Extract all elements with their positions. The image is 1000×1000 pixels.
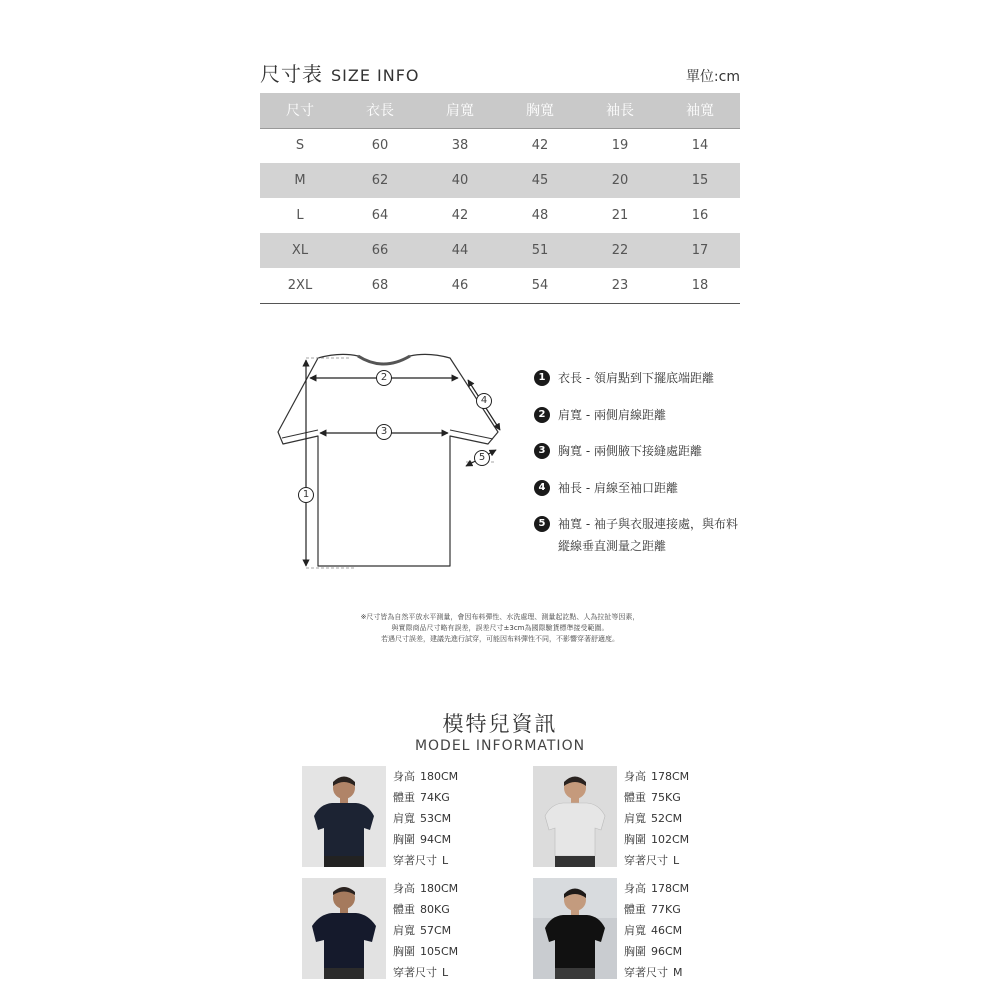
size-info-title <box>260 58 420 87</box>
size-info-header <box>260 58 740 90</box>
size-table-cell: 68 <box>340 268 420 303</box>
model-weight: 體重 77KG <box>624 903 681 916</box>
tshirt-outline-icon <box>270 350 510 575</box>
tshirt-measurement-diagram <box>270 350 510 575</box>
size-info-title-zh: 尺寸表 <box>260 62 323 86</box>
size-table-cell: 22 <box>580 233 660 268</box>
size-table-row <box>260 233 740 268</box>
model-height: 身高 178CM <box>624 770 690 783</box>
legend-number-badge: 1 <box>534 370 550 386</box>
model-weight: 體重 74KG <box>393 791 450 804</box>
size-table-cell: 38 <box>451 138 469 154</box>
size-table-cell: 21 <box>611 208 629 223</box>
model-stats <box>393 768 458 873</box>
size-table-header: 肩寬 <box>420 93 500 128</box>
legend-number-badge: 2 <box>534 407 550 423</box>
size-table-cell: L <box>296 208 304 223</box>
legend-text: 肩寬 - 兩側肩線距離 <box>558 408 666 422</box>
model-height: 身高 180CM <box>393 882 459 895</box>
model-stats <box>624 880 689 985</box>
size-table-cell: 44 <box>420 233 500 268</box>
legend-number-badge: 4 <box>534 480 550 496</box>
size-table-header: 袖寬 <box>660 93 740 128</box>
measurement-note <box>250 612 750 645</box>
size-table-cell: 60 <box>371 138 389 154</box>
model-stats <box>624 768 689 873</box>
model-chest: 胸圍 96CM <box>624 945 683 958</box>
size-table-header-row <box>260 93 740 128</box>
size-table-cell: 62 <box>340 163 420 198</box>
size-table-cell: 19 <box>611 138 629 154</box>
model-shoulder: 肩寬 53CM <box>393 812 452 825</box>
diagram-marker-3: 3 <box>376 424 392 440</box>
legend-item <box>534 516 738 557</box>
model-weight: 體重 75KG <box>624 791 681 804</box>
model-weight: 體重 80KG <box>393 903 450 916</box>
size-table-cell: 23 <box>580 268 660 303</box>
model-card <box>533 878 763 980</box>
legend-item <box>534 443 738 462</box>
model-stats <box>393 880 458 985</box>
model-height: 身高 180CM <box>393 770 459 783</box>
model-chest: 胸圍 102CM <box>624 833 690 846</box>
note-line: 若遇尺寸誤差，建議先進行試穿，可能因布料彈性不同，不影響穿著舒適度。 <box>381 635 619 643</box>
model-size: 穿著尺寸 L <box>393 966 449 979</box>
model-card <box>533 766 763 868</box>
size-table-cell: 54 <box>500 268 580 303</box>
size-unit-label: 單位:cm <box>685 69 740 85</box>
size-table-cell: 18 <box>660 268 740 303</box>
size-table-cell: 64 <box>371 208 389 223</box>
size-table-cell: 66 <box>340 233 420 268</box>
note-line: ※尺寸皆為自然平放水平測量，會因布料彈性、水洗處理、測量起訖點、人為拉扯等因素， <box>360 613 640 621</box>
size-table-row <box>260 198 740 233</box>
model-size: 穿著尺寸 L <box>624 854 680 867</box>
model-figure-icon <box>302 878 386 979</box>
model-info-title: 模特兒資訊 <box>442 712 558 736</box>
legend-text: 袖長 - 肩線至袖口距離 <box>558 481 678 495</box>
model-shoulder: 肩寬 57CM <box>393 924 452 937</box>
size-table-cell: M <box>260 163 340 198</box>
legend-item <box>534 370 738 389</box>
diagram-marker-1: 1 <box>298 487 314 503</box>
model-figure-icon <box>533 766 617 867</box>
model-card <box>302 766 532 868</box>
size-table-cell: 45 <box>500 163 580 198</box>
size-table-cell: 20 <box>580 163 660 198</box>
size-table-cell: XL <box>260 233 340 268</box>
model-height: 身高 178CM <box>624 882 690 895</box>
size-table-cell: 40 <box>420 163 500 198</box>
diagram-marker-5: 5 <box>474 450 490 466</box>
size-table-row <box>260 268 740 303</box>
size-table-cell: 48 <box>531 208 549 223</box>
size-table <box>260 93 740 304</box>
size-table-header: 衣長 <box>340 93 420 128</box>
size-table-header: 袖長 <box>580 93 660 128</box>
legend-text: 袖寬 - 袖子與衣服連接處，與布料縱線垂直測量之距離 <box>558 517 738 553</box>
note-line: 與實際商品尺寸略有誤差，誤差尺寸±3cm為國際驗貨標準接受範圍。 <box>391 624 609 632</box>
size-table-header: 尺寸 <box>260 93 340 128</box>
legend-text: 胸寬 - 兩側腋下接縫處距離 <box>558 444 702 458</box>
size-table-cell: 42 <box>451 208 469 223</box>
model-figure-icon <box>302 766 386 867</box>
model-chest: 胸圍 105CM <box>393 945 459 958</box>
model-shoulder: 肩寬 46CM <box>624 924 683 937</box>
size-table-cell: S <box>295 138 305 154</box>
size-info-title-en: SIZE INFO <box>331 66 420 85</box>
model-photo <box>302 766 386 867</box>
model-photo <box>533 766 617 867</box>
legend-text: 衣長 - 領肩點到下擺底端距離 <box>558 371 714 385</box>
model-chest: 胸圍 94CM <box>393 833 452 846</box>
size-table-cell: 2XL <box>260 268 340 303</box>
size-table-cell: 17 <box>660 233 740 268</box>
legend-item <box>534 407 738 426</box>
legend-item <box>534 480 738 499</box>
diagram-marker-4: 4 <box>476 393 492 409</box>
size-table-cell: 42 <box>531 138 549 154</box>
size-table-header: 胸寬 <box>500 93 580 128</box>
legend-number-badge: 3 <box>534 443 550 459</box>
size-table-cell: 46 <box>420 268 500 303</box>
size-table-cell: 15 <box>660 163 740 198</box>
model-size: 穿著尺寸 L <box>393 854 449 867</box>
legend-number-badge: 5 <box>534 516 550 532</box>
model-figure-icon <box>533 878 617 979</box>
model-size: 穿著尺寸 M <box>624 966 683 979</box>
diagram-marker-2: 2 <box>376 370 392 386</box>
model-shoulder: 肩寬 52CM <box>624 812 683 825</box>
model-photo <box>533 878 617 979</box>
model-card <box>302 878 532 980</box>
size-table-row <box>260 128 740 163</box>
model-info-subtitle: MODEL INFORMATION <box>414 738 586 754</box>
size-table-row <box>260 163 740 198</box>
size-table-cell: 51 <box>500 233 580 268</box>
size-table-cell: 14 <box>691 138 709 154</box>
size-table-cell: 16 <box>691 208 709 223</box>
model-photo <box>302 878 386 979</box>
